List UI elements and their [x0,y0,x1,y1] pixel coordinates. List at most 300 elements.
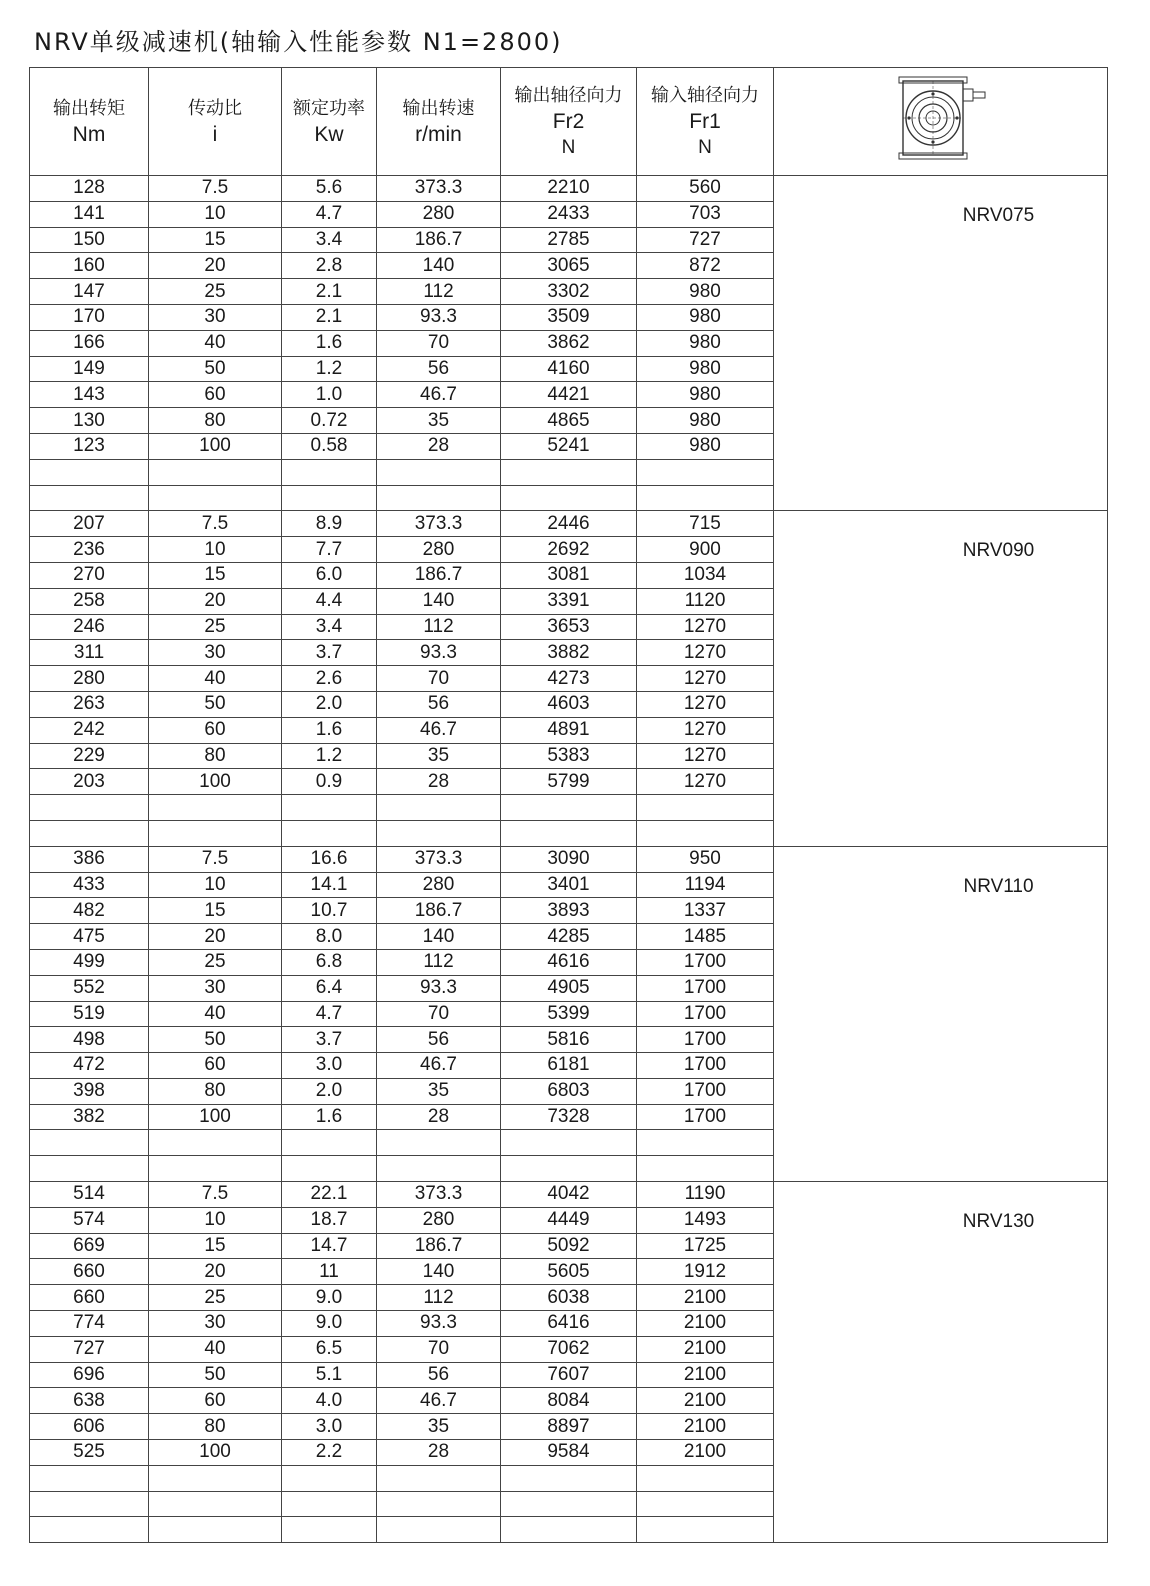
table-cell [282,795,377,821]
table-cell [30,485,149,511]
table-cell: 638 [30,1388,149,1414]
table-cell: 3391 [501,588,637,614]
table-cell: 4160 [501,356,637,382]
table-cell: 10 [149,201,282,227]
table-cell: 28 [377,769,501,795]
table-cell [637,795,774,821]
table-cell: 7607 [501,1362,637,1388]
table-cell [377,1465,501,1491]
table-cell [149,459,282,485]
table-cell: 14.1 [282,872,377,898]
table-cell: 398 [30,1078,149,1104]
table-cell: 11 [282,1259,377,1285]
table-cell: 7.5 [149,176,282,202]
table-cell: 373.3 [377,176,501,202]
table-cell: 46.7 [377,1388,501,1414]
table-cell: 9584 [501,1440,637,1466]
table-cell: 20 [149,253,282,279]
table-cell [501,459,637,485]
table-cell: 30 [149,1311,282,1337]
table-cell: 60 [149,1053,282,1079]
table-cell: 203 [30,769,149,795]
table-cell: 3081 [501,562,637,588]
table-cell: 2100 [637,1388,774,1414]
table-cell: 1485 [637,924,774,950]
table-cell: 280 [377,537,501,563]
table-cell: 4449 [501,1207,637,1233]
table-cell: 660 [30,1259,149,1285]
header-unit: r/min [415,122,462,146]
table-cell: 980 [637,330,774,356]
table-cell: 25 [149,1285,282,1311]
table-cell: 482 [30,898,149,924]
table-cell: 3302 [501,279,637,305]
table-cell: 3.7 [282,1027,377,1053]
table-cell: 112 [377,1285,501,1311]
table-cell: 1.6 [282,1104,377,1130]
table-cell: 1337 [637,898,774,924]
table-row [30,846,1108,872]
table-cell: 6038 [501,1285,637,1311]
table-cell: 246 [30,614,149,640]
table-cell [30,1491,149,1517]
table-cell: 123 [30,433,149,459]
table-cell: 3.0 [282,1053,377,1079]
header-label: 输入轴径向力 [651,84,759,106]
header-output-radial-force [501,68,637,176]
table-cell [501,1491,637,1517]
header-unit: N [698,136,712,158]
table-cell: 140 [377,253,501,279]
table-cell: 715 [637,511,774,537]
table-cell: 8084 [501,1388,637,1414]
table-cell: 552 [30,975,149,1001]
table-cell: 143 [30,382,149,408]
table-cell: 8897 [501,1414,637,1440]
table-cell: 900 [637,537,774,563]
table-cell: 9.0 [282,1311,377,1337]
table-cell [637,1465,774,1491]
table-cell [149,1491,282,1517]
table-row [30,511,1108,537]
table-cell: 2100 [637,1311,774,1337]
table-cell [637,1130,774,1156]
table-cell: 5241 [501,433,637,459]
table-cell: 386 [30,846,149,872]
table-cell: 703 [637,201,774,227]
table-cell: 50 [149,691,282,717]
table-cell: 696 [30,1362,149,1388]
table-cell: 10 [149,537,282,563]
table-cell: 20 [149,1259,282,1285]
table-cell: 50 [149,356,282,382]
table-cell: 56 [377,691,501,717]
table-cell: 3862 [501,330,637,356]
table-cell: 46.7 [377,382,501,408]
table-cell: 40 [149,330,282,356]
table-cell: 2692 [501,537,637,563]
table-cell: 8.9 [282,511,377,537]
table-cell: 8.0 [282,924,377,950]
model-cell [774,511,1108,846]
table-cell: 20 [149,588,282,614]
table-cell: 186.7 [377,562,501,588]
table-cell: 5092 [501,1233,637,1259]
table-cell: 35 [377,1414,501,1440]
table-cell [377,820,501,846]
table-cell [149,795,282,821]
table-cell: 147 [30,279,149,305]
table-cell: 93.3 [377,640,501,666]
table-cell: 93.3 [377,304,501,330]
table-cell: 60 [149,382,282,408]
table-cell: 93.3 [377,1311,501,1337]
table-cell: 6181 [501,1053,637,1079]
table-cell [30,1517,149,1543]
table-cell: 1725 [637,1233,774,1259]
table-cell: 872 [637,253,774,279]
table-cell [30,1156,149,1182]
table-cell: 186.7 [377,1233,501,1259]
table-cell [377,485,501,511]
table-cell: 2785 [501,227,637,253]
table-cell: 514 [30,1182,149,1208]
table-cell: 150 [30,227,149,253]
table-cell: 100 [149,1104,282,1130]
table-cell: 433 [30,872,149,898]
table-cell: 35 [377,743,501,769]
table-cell: 56 [377,1362,501,1388]
table-cell: 10 [149,1207,282,1233]
table-cell: 40 [149,666,282,692]
table-cell: 980 [637,382,774,408]
table-cell: 112 [377,279,501,305]
table-cell [377,1156,501,1182]
table-cell: 2433 [501,201,637,227]
table-cell: 574 [30,1207,149,1233]
table-cell: 980 [637,433,774,459]
header-input-radial-force [637,68,774,176]
table-cell: 4285 [501,924,637,950]
table-cell: 280 [377,201,501,227]
table-cell: 280 [30,666,149,692]
table-cell: 229 [30,743,149,769]
table-cell: 186.7 [377,227,501,253]
table-cell: 950 [637,846,774,872]
performance-table [29,67,1108,1543]
table-cell: 3882 [501,640,637,666]
table-cell: 4603 [501,691,637,717]
table-cell: 311 [30,640,149,666]
table-cell: 3065 [501,253,637,279]
table-cell: 70 [377,1336,501,1362]
table-cell [282,1156,377,1182]
table-cell: 3.4 [282,227,377,253]
table-cell [282,820,377,846]
table-cell: 3401 [501,872,637,898]
table-cell: 7.5 [149,846,282,872]
table-cell: 727 [637,227,774,253]
table-cell [501,1465,637,1491]
table-cell: 4042 [501,1182,637,1208]
table-cell: 15 [149,227,282,253]
table-cell: 1912 [637,1259,774,1285]
table-cell [30,1465,149,1491]
table-cell: 4.7 [282,201,377,227]
table-cell: 3893 [501,898,637,924]
table-cell [149,1156,282,1182]
table-cell: 2.1 [282,304,377,330]
table-cell: 5605 [501,1259,637,1285]
table-cell: 7.5 [149,511,282,537]
header-unit: i [212,122,218,146]
table-cell: 40 [149,1336,282,1362]
table-cell [501,485,637,511]
table-cell: 46.7 [377,717,501,743]
table-cell: 15 [149,898,282,924]
table-cell: 70 [377,666,501,692]
table-cell: 3.7 [282,640,377,666]
table-cell: 18.7 [282,1207,377,1233]
table-cell: 2210 [501,176,637,202]
table-cell: 1190 [637,1182,774,1208]
header-rated-power [282,68,377,176]
model-cell [774,176,1108,511]
table-cell [377,795,501,821]
table-cell: 80 [149,408,282,434]
table-cell: 2100 [637,1414,774,1440]
table-cell [30,820,149,846]
table-cell: 130 [30,408,149,434]
table-cell: 100 [149,769,282,795]
table-cell: 10 [149,872,282,898]
table-cell: 4.7 [282,1001,377,1027]
table-cell: 1.6 [282,330,377,356]
table-cell: 7.5 [149,1182,282,1208]
header-label: 输出转矩 [53,97,125,119]
header-unit: N [561,136,576,158]
table-cell: 1270 [637,743,774,769]
table-cell [637,1491,774,1517]
table-cell: 28 [377,1104,501,1130]
table-cell [282,1465,377,1491]
table-cell: 100 [149,433,282,459]
table-cell: 1700 [637,949,774,975]
table-cell: 35 [377,408,501,434]
table-cell: 373.3 [377,511,501,537]
table-cell: 4616 [501,949,637,975]
model-cell [774,1182,1108,1543]
table-cell: 16.6 [282,846,377,872]
worm-gearbox-drawing-icon [893,75,989,169]
table-cell: 499 [30,949,149,975]
table-cell: 25 [149,949,282,975]
table-cell [377,1517,501,1543]
table-cell: 9.0 [282,1285,377,1311]
header-row [30,68,1108,176]
table-cell: 20 [149,924,282,950]
table-cell: 40 [149,1001,282,1027]
table-cell: 669 [30,1233,149,1259]
header-symbol: Fr1 [689,109,721,133]
table-cell: 2.1 [282,279,377,305]
table-cell: 170 [30,304,149,330]
table-cell: 56 [377,356,501,382]
model-label: NRV130 [962,1211,1035,1233]
table-cell: 280 [377,1207,501,1233]
table-body [30,176,1108,1543]
table-cell: 980 [637,408,774,434]
model-cell [774,846,1108,1181]
table-cell [149,1517,282,1543]
table-cell [282,1517,377,1543]
table-cell [637,820,774,846]
header-ratio [149,68,282,176]
table-cell: 166 [30,330,149,356]
table-cell: 1700 [637,1078,774,1104]
table-cell: 2100 [637,1440,774,1466]
table-cell: 140 [377,924,501,950]
table-cell: 1.2 [282,356,377,382]
table-cell: 4891 [501,717,637,743]
table-cell: 1270 [637,717,774,743]
header-label: 输出转速 [402,97,475,119]
table-cell: 80 [149,743,282,769]
table-cell: 35 [377,1078,501,1104]
header-label: 传动比 [188,97,242,119]
table-cell: 4273 [501,666,637,692]
table-cell: 0.9 [282,769,377,795]
table-cell: 149 [30,356,149,382]
table-row [30,176,1108,202]
table-cell: 1.0 [282,382,377,408]
table-cell: 525 [30,1440,149,1466]
table-cell: 30 [149,975,282,1001]
table-cell: 93.3 [377,975,501,1001]
table-cell: 280 [377,872,501,898]
table-cell: 2.0 [282,1078,377,1104]
table-cell: 660 [30,1285,149,1311]
table-cell: 2.0 [282,691,377,717]
table-cell: 46.7 [377,1053,501,1079]
table-cell: 6.0 [282,562,377,588]
table-cell: 5816 [501,1027,637,1053]
header-output-torque [30,68,149,176]
table-cell: 2.2 [282,1440,377,1466]
table-cell: 1270 [637,666,774,692]
table-cell: 3.0 [282,1414,377,1440]
table-cell: 15 [149,562,282,588]
table-cell: 10.7 [282,898,377,924]
table-cell: 60 [149,717,282,743]
table-cell: 1700 [637,1027,774,1053]
table-cell [501,795,637,821]
table-cell [377,1130,501,1156]
table-cell [30,795,149,821]
header-unit: Kw [314,122,344,146]
table-cell: 30 [149,640,282,666]
table-cell: 980 [637,304,774,330]
table-cell [282,459,377,485]
table-cell [149,1130,282,1156]
table-cell: 242 [30,717,149,743]
model-label: NRV075 [962,205,1035,226]
table-cell: 4.0 [282,1388,377,1414]
table-cell: 25 [149,279,282,305]
table-cell [637,1517,774,1543]
table-cell: 112 [377,614,501,640]
table-cell [149,820,282,846]
table-cell: 50 [149,1027,282,1053]
table-cell: 70 [377,330,501,356]
table-cell: 22.1 [282,1182,377,1208]
table-cell: 5.1 [282,1362,377,1388]
table-cell: 6416 [501,1311,637,1337]
table-cell [501,1156,637,1182]
table-cell [637,459,774,485]
table-cell: 207 [30,511,149,537]
table-cell [377,1491,501,1517]
header-diagram-cell [774,68,1108,176]
table-cell: 6.5 [282,1336,377,1362]
table-cell: 6.4 [282,975,377,1001]
table-cell: 1700 [637,1053,774,1079]
table-cell: 1700 [637,975,774,1001]
table-cell: 2100 [637,1336,774,1362]
table-cell: 2.8 [282,253,377,279]
table-cell: 0.72 [282,408,377,434]
table-cell: 100 [149,1440,282,1466]
table-cell: 4421 [501,382,637,408]
table-cell [501,820,637,846]
header-label: 输出轴径向力 [514,84,623,106]
page-title: NRV单级减速机(轴输入性能参数 N1=2800) [34,28,563,56]
table-cell: 373.3 [377,846,501,872]
table-cell: 140 [377,588,501,614]
table-row [30,1182,1108,1208]
table-cell: 606 [30,1414,149,1440]
table-cell: 1120 [637,588,774,614]
table-cell: 263 [30,691,149,717]
table-cell: 80 [149,1414,282,1440]
table-cell: 50 [149,1362,282,1388]
header-symbol: Fr2 [552,109,585,133]
table-cell: 1270 [637,769,774,795]
table-cell: 3509 [501,304,637,330]
table-cell [30,459,149,485]
table-cell: 15 [149,1233,282,1259]
table-cell: 60 [149,1388,282,1414]
table-cell: 3090 [501,846,637,872]
table-cell: 4.4 [282,588,377,614]
table-cell: 727 [30,1336,149,1362]
table-cell: 1270 [637,614,774,640]
table-cell: 5.6 [282,176,377,202]
header-label: 额定功率 [293,97,365,119]
table-cell: 7062 [501,1336,637,1362]
table-cell [637,485,774,511]
table-cell: 258 [30,588,149,614]
table-cell: 140 [377,1259,501,1285]
table-cell: 2446 [501,511,637,537]
table-cell: 80 [149,1078,282,1104]
table-cell: 774 [30,1311,149,1337]
table-cell: 4865 [501,408,637,434]
table-cell [30,1130,149,1156]
table-cell: 1.2 [282,743,377,769]
table-cell: 7.7 [282,537,377,563]
table-cell: 472 [30,1053,149,1079]
